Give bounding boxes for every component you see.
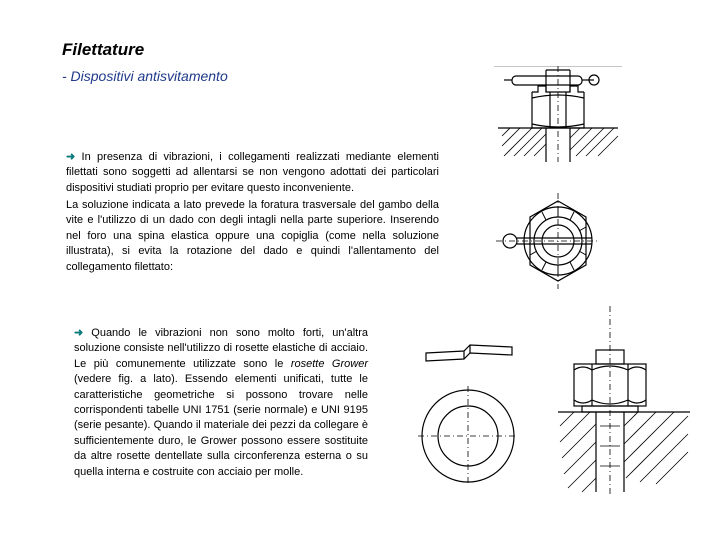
castle-nut-side-figure bbox=[494, 66, 622, 162]
paragraph-castle-nut: La soluzione indicata a lato prevede la foratura trasversale del gambo della vite e l'utilizzo di un dado con degli intagli nella parte superiore. Inserendo nel foro una spina elastica oppure una copiglia (come nella soluzione illustrata), si evita la rotazione del dado e quindi l'allentamento del collegamento filettato: bbox=[66, 199, 439, 273]
paragraph-grower bbox=[74, 326, 368, 480]
paragraph-vibrations-text: In presenza di vibrazioni, i collegamenti realizzati mediante elementi filettati sono soggetti ad allentarsi se non vengono adottati dei particolari dispositivi studiati proprio per evitare questo inconveniente. bbox=[66, 151, 439, 194]
paragraph-vibrations bbox=[66, 150, 439, 196]
castle-nut-top-figure bbox=[496, 193, 600, 289]
page-title: Filettature bbox=[62, 40, 145, 59]
bolt-nut-washer-figure bbox=[556, 306, 692, 496]
paragraph-grower-emphasis: rosette Grower bbox=[290, 357, 368, 370]
paragraph-grower-text-a: Quando le vibrazioni non sono molto forti, un'altra soluzione consiste nell'utilizzo di rosette elastiche di acciaio. Le più comunemente utilizzate sono le bbox=[74, 327, 368, 370]
page-subtitle: - Dispositivi antisvitamento bbox=[62, 68, 228, 84]
arrow-right-icon: ➜ bbox=[66, 151, 76, 163]
arrow-right-icon: ➜ bbox=[74, 327, 84, 339]
grower-washer-top-figure bbox=[416, 384, 520, 488]
grower-washer-side-figure bbox=[420, 335, 516, 375]
paragraph-grower-text-b: (vedere fig. a lato). Essendo elementi unificati, tutte le caratteristiche geometriche si possono trovare nelle corrispondenti tabelle UNI 1751 (serie normale) e UNI 9195 (serie pesante). Quando il materiale dei pezzi da collegare è sufficientemente duro, le Grower possono essere sostituite da altre rosette dentellate sulla circonferenza esterna o su quella interna e costruite con acciaio per molle. bbox=[74, 373, 368, 478]
